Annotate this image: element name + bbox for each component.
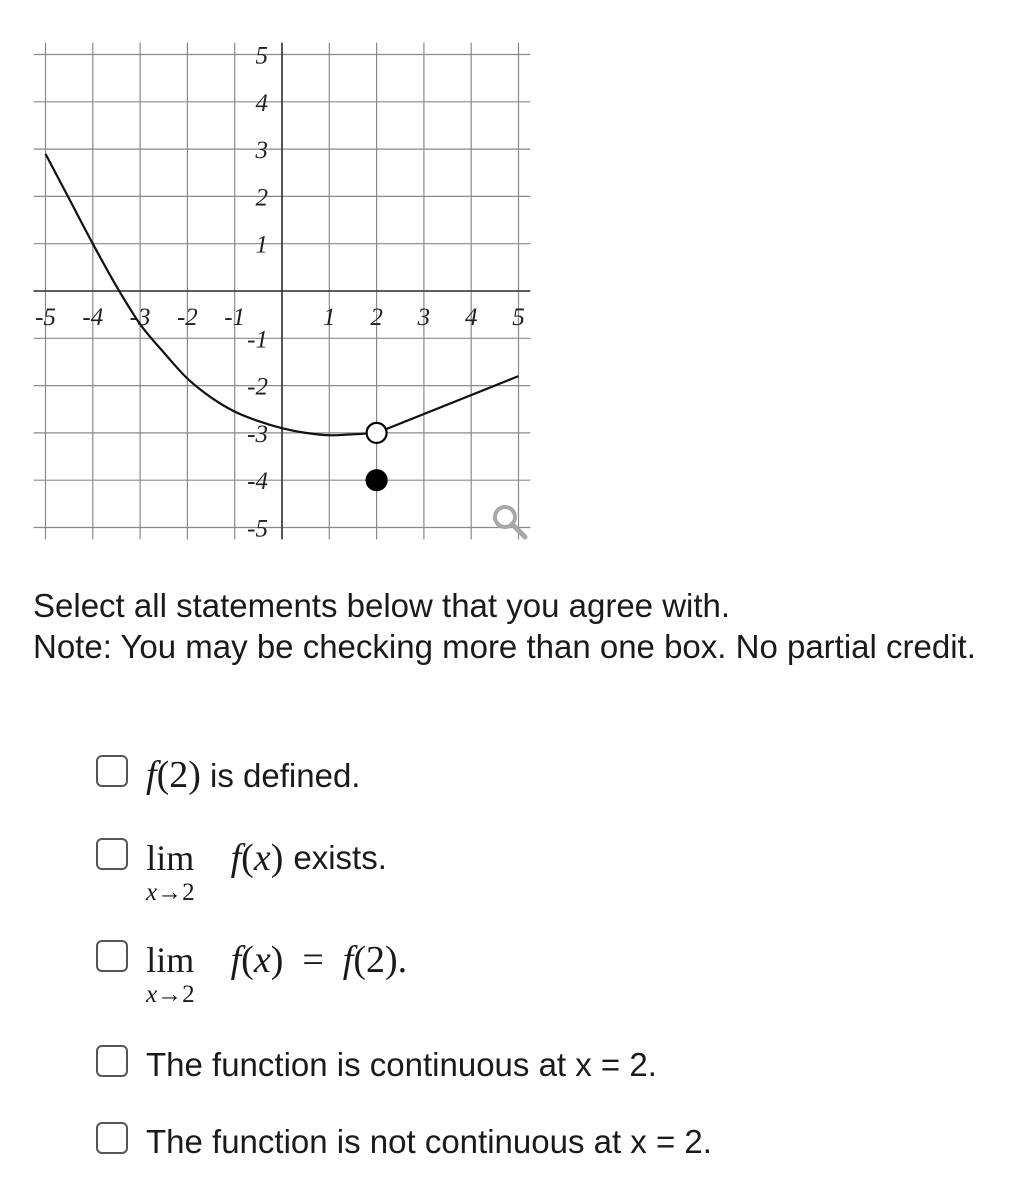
option-limit-exists[interactable] [96,838,387,908]
x-tick-label: 1 [323,304,336,331]
x-tick-label: 4 [464,304,478,331]
option-continuous[interactable] [96,1045,657,1085]
checkbox-f2-defined[interactable] [96,755,128,787]
limit-expression: f(x) [230,837,284,879]
y-tick-label: -2 [247,373,268,401]
x-tick-label: -5 [35,304,56,331]
open-circle [367,423,387,443]
limit-expression: f(x) = f(2). [230,939,408,981]
y-tick-label: 1 [255,231,268,259]
option-label [146,838,387,908]
y-tick-label: -1 [247,326,268,354]
x-tick-label: -4 [82,304,104,331]
x-tick-label: -2 [176,304,198,331]
lim-subscript: x→2 [146,981,195,1008]
math-f2: f(2) [146,754,201,796]
magnifier-icon[interactable] [495,507,525,537]
instruction-line-2: Note: You may be checking more than one box. No partial credit. [33,628,976,665]
lim-word: lim [146,838,195,878]
checkbox-limit-exists[interactable] [96,838,128,870]
option-label [146,940,407,1010]
y-tick-label: -5 [247,515,268,543]
y-tick-label: 3 [255,137,268,165]
option-text: The function is continuous at x = 2. [146,1046,657,1083]
option-text: The function is not continuous at x = 2. [146,1123,712,1160]
option-limit-equals[interactable] [96,940,407,1010]
axes [34,43,531,540]
x-tick-label: 5 [512,304,525,331]
x-tick-label: 2 [370,304,383,331]
checkbox-limit-equals[interactable] [96,940,128,972]
limit-operator [146,838,195,908]
curve-right-piece [377,376,519,433]
instruction-line-1: Select all statements below that you agree with. [33,587,731,624]
option-label [146,755,360,796]
checkbox-not-continuous[interactable] [96,1122,128,1154]
lim-subscript: x→2 [146,879,195,906]
tick-labels [35,43,525,543]
instructions [33,585,993,667]
y-tick-label: -3 [247,420,268,448]
limit-operator [146,940,195,1010]
lim-word: lim [146,940,195,980]
y-tick-label: 5 [255,42,268,70]
y-tick-label: -4 [247,468,268,496]
option-not-continuous[interactable] [96,1122,712,1162]
function-graph [0,0,1019,560]
option-text: exists. [293,839,387,876]
option-f2-defined[interactable] [96,755,360,796]
y-tick-label: 2 [255,184,268,212]
checkbox-continuous[interactable] [96,1045,128,1077]
closed-dot [367,470,387,490]
x-tick-label: -3 [129,304,151,331]
option-text: is defined. [210,757,361,794]
x-tick-label: -1 [224,304,246,331]
x-tick-label: 3 [417,304,431,331]
y-tick-label: 4 [255,89,268,117]
